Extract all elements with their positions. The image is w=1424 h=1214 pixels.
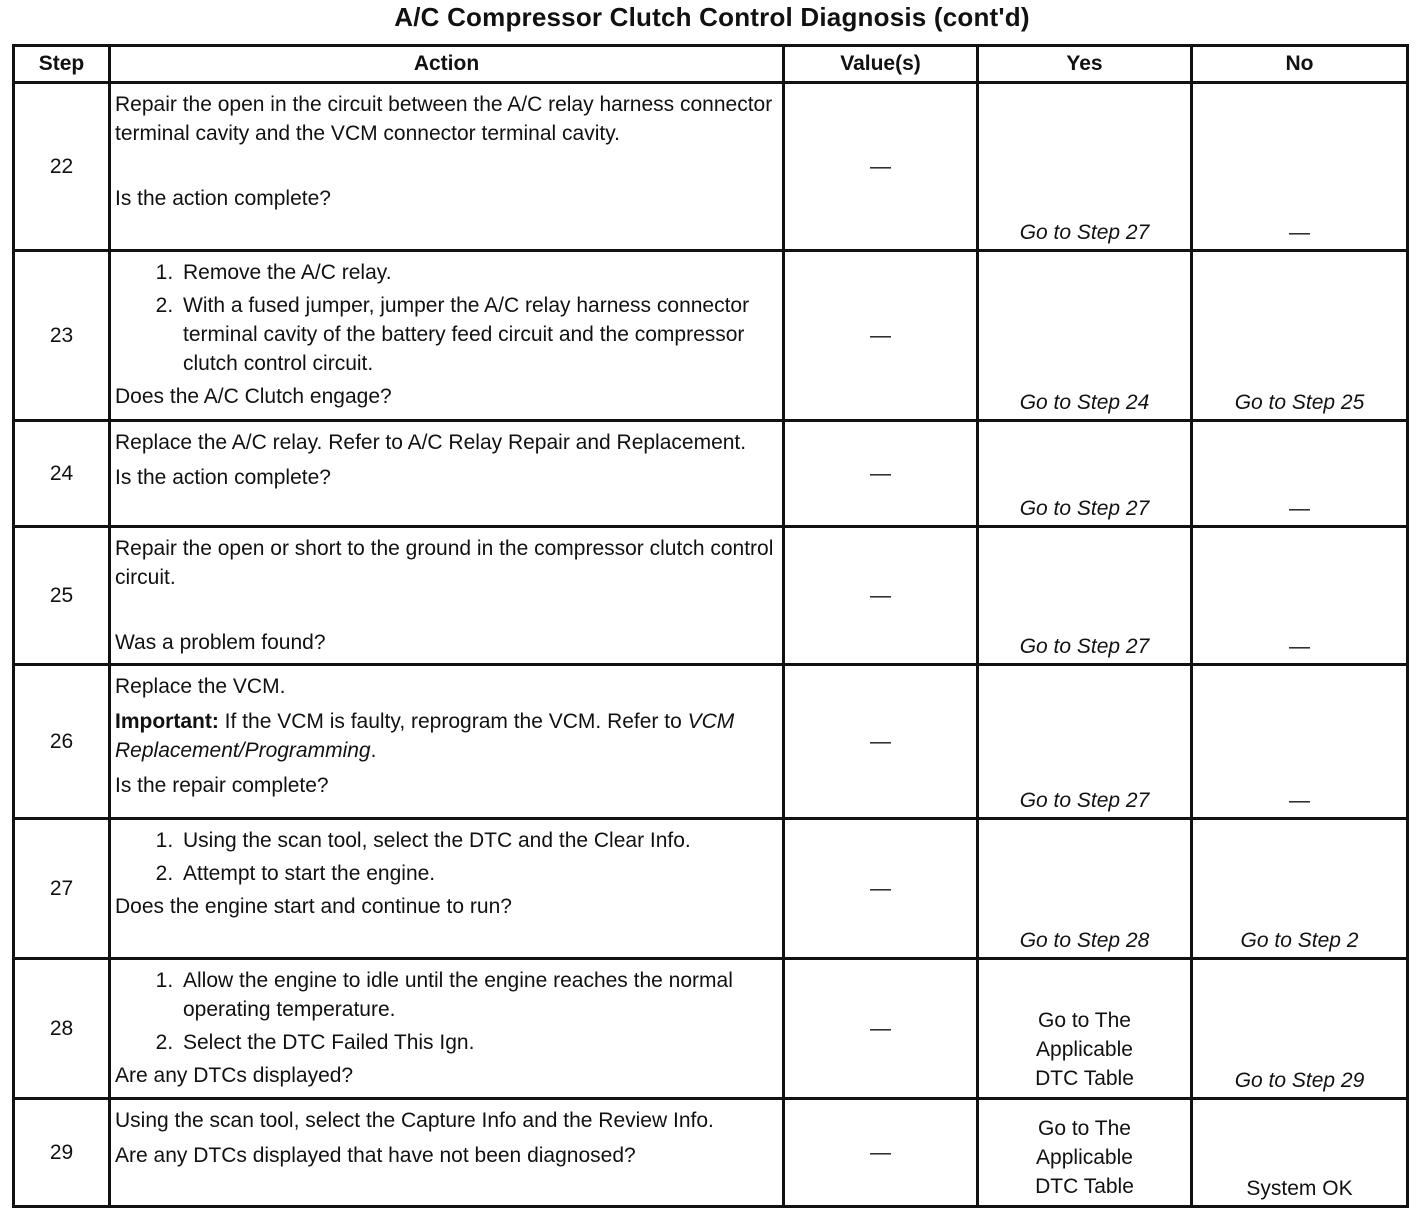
table-row — [14, 819, 1408, 959]
header-row — [14, 46, 1408, 83]
action-text: Replace the VCM. — [115, 675, 286, 698]
list-item: 1. Allow the engine to idle until the engine reaches the normal operating temperature. — [179, 966, 774, 1024]
header-yes: Yes — [978, 46, 1192, 83]
action-text: Repair the open in the circuit between the A/C relay harness connector terminal cavity and the VCM connector terminal cavity. — [115, 93, 773, 145]
action-question: Are any DTCs displayed that have not been diagnosed? — [115, 1144, 636, 1167]
yes-cell — [978, 959, 1192, 1099]
step-number: 28 — [14, 959, 110, 1099]
step-number: 26 — [14, 665, 110, 819]
action-question: Is the action complete? — [115, 466, 331, 489]
action-cell — [110, 959, 784, 1099]
table-row — [14, 1099, 1408, 1207]
list-item: 2. Select the DTC Failed This Ign. — [179, 1028, 774, 1057]
value-cell: — — [784, 819, 978, 959]
header-step: Step — [14, 46, 110, 83]
yes-line: DTC Table — [1035, 1067, 1134, 1090]
action-text: Repair the open or short to the ground in the compressor clutch control circuit. — [115, 537, 774, 589]
yes-line: Go to The — [1037, 1009, 1131, 1032]
action-question: Is the action complete? — [115, 187, 331, 210]
document-title: A/C Compressor Clutch Control Diagnosis (cont'd) — [394, 2, 1030, 32]
yes-cell — [978, 1099, 1192, 1207]
value-cell: — — [784, 83, 978, 251]
yes-line: Go to The — [1037, 1117, 1131, 1140]
list-item: 1. Remove the A/C relay. — [179, 258, 774, 287]
yes-cell: Go to Step 28 — [978, 819, 1192, 959]
step-number: 29 — [14, 1099, 110, 1207]
action-cell — [110, 421, 784, 527]
action-cell — [110, 665, 784, 819]
important-text: If the VCM is faulty, reprogram the VCM. Refer to — [224, 710, 682, 733]
diagnosis-table — [12, 44, 1409, 1208]
table-row — [14, 959, 1408, 1099]
value-cell: — — [784, 665, 978, 819]
yes-cell: Go to Step 24 — [978, 251, 1192, 421]
list-item: 2. Attempt to start the engine. — [179, 859, 774, 888]
important-note — [115, 707, 774, 765]
value-cell: — — [784, 251, 978, 421]
table-row — [14, 421, 1408, 527]
action-question: Does the A/C Clutch engage? — [115, 385, 392, 408]
table-row — [14, 665, 1408, 819]
action-cell — [110, 1099, 784, 1207]
value-cell: — — [784, 959, 978, 1099]
action-question: Are any DTCs displayed? — [115, 1064, 354, 1087]
yes-line: Applicable — [1036, 1146, 1133, 1169]
step-number: 27 — [14, 819, 110, 959]
yes-line: Applicable — [1036, 1038, 1133, 1061]
list-item: 2. With a fused jumper, jumper the A/C relay harness connector terminal cavity of the battery feed circuit and the compressor clutch control circuit. — [179, 291, 774, 378]
important-reference: VCM Replacement/Programming — [115, 710, 735, 762]
list-item: 1. Using the scan tool, select the DTC and the Clear Info. — [179, 826, 774, 855]
action-text: Replace the A/C relay. Refer to A/C Relay Repair and Replacement. — [115, 431, 747, 454]
step-number: 23 — [14, 251, 110, 421]
action-cell — [110, 83, 784, 251]
action-cell — [110, 819, 784, 959]
yes-cell: Go to Step 27 — [978, 83, 1192, 251]
action-question: Was a problem found? — [115, 631, 326, 654]
value-cell: — — [784, 527, 978, 665]
table-row — [14, 83, 1408, 251]
yes-cell: Go to Step 27 — [978, 665, 1192, 819]
header-action: Action — [110, 46, 784, 83]
action-question: Is the repair complete? — [115, 774, 329, 797]
no-cell: — — [1192, 83, 1408, 251]
step-number: 24 — [14, 421, 110, 527]
action-cell — [110, 251, 784, 421]
action-list — [115, 826, 774, 888]
no-cell: — — [1192, 527, 1408, 665]
important-end: . — [370, 739, 377, 762]
important-label: Important: — [115, 710, 219, 733]
action-list — [115, 258, 774, 378]
no-cell: Go to Step 25 — [1192, 251, 1408, 421]
table-row — [14, 251, 1408, 421]
step-number: 25 — [14, 527, 110, 665]
yes-cell: Go to Step 27 — [978, 421, 1192, 527]
value-cell: — — [784, 421, 978, 527]
action-text: Using the scan tool, select the Capture Info and the Review Info. — [115, 1109, 714, 1132]
no-cell: — — [1192, 421, 1408, 527]
yes-cell: Go to Step 27 — [978, 527, 1192, 665]
no-cell: System OK — [1192, 1099, 1408, 1207]
step-number: 22 — [14, 83, 110, 251]
action-question: Does the engine start and continue to run? — [115, 895, 512, 918]
value-cell: — — [784, 1099, 978, 1207]
header-values: Value(s) — [784, 46, 978, 83]
no-cell: Go to Step 2 — [1192, 819, 1408, 959]
header-no: No — [1192, 46, 1408, 83]
yes-line: DTC Table — [1035, 1175, 1134, 1198]
no-cell: — — [1192, 665, 1408, 819]
no-cell: Go to Step 29 — [1192, 959, 1408, 1099]
action-list — [115, 966, 774, 1057]
action-cell — [110, 527, 784, 665]
table-row — [14, 527, 1408, 665]
